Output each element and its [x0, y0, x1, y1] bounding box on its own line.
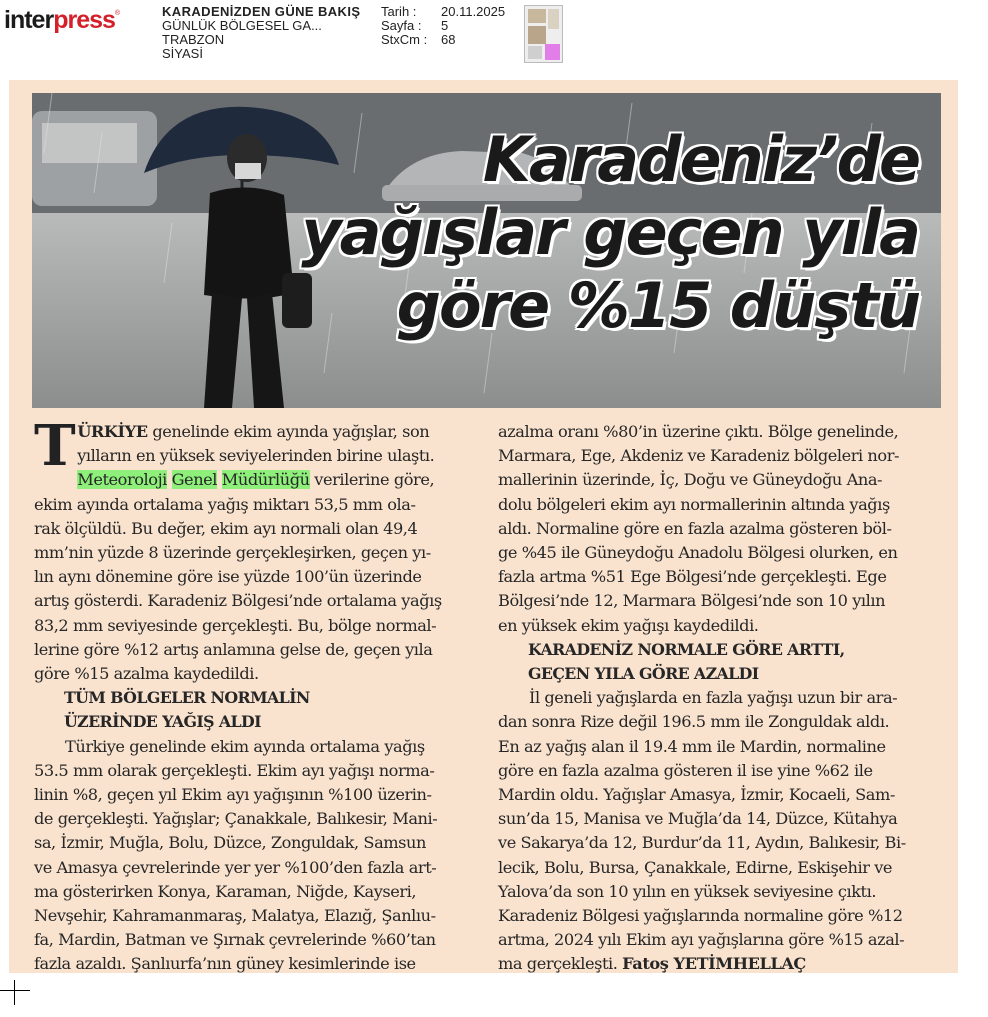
logo-text: inter [4, 6, 54, 34]
headline-line-1: Karadeniz’de [482, 123, 919, 196]
date-row [381, 5, 505, 19]
author-name: Fatoş YETİMHELLAÇ [622, 954, 806, 974]
text-line: yılların en yüksek seviyelerinden birine ulaştı. [77, 446, 435, 466]
text-line: de gerçekleşti. Yağışlar; Çanakkale, Balıkesir, Mani- [34, 809, 438, 829]
subheading: GEÇEN YILA GÖRE AZALDI [528, 664, 759, 684]
text-line: ekim ayında ortalama yağış miktarı 53,5 mm ola- [34, 494, 416, 514]
text-line: fa, Mardin, Batman ve Şırnak çevrelerinde %60’tan [34, 930, 436, 950]
interpress-logo [4, 6, 119, 35]
text-line: 83,2 mm seviyesinde gerçekleşti. Bu, bölge normal- [34, 615, 437, 635]
highlighted-term: Genel [171, 470, 218, 490]
text-line: ÜRKİYE genelinde ekim ayında yağışlar, son [77, 422, 430, 441]
text-line: artma, 2024 yılı Ekim ayı yağışlarına göre %15 azal- [498, 930, 905, 950]
clip-highlight-marker [545, 44, 560, 60]
highlighted-term: Müdürlüğü [221, 470, 310, 490]
text-line: ve Sakarya’da 12, Burdur’da 11, Aydın, Balıkesir, Bi- [498, 833, 906, 853]
text-line: sun’da 15, Manisa ve Muğla’da 14, Düzce, Kütahya [498, 809, 898, 829]
stxcm-row [381, 33, 505, 47]
lead-word: ÜRKİYE [77, 422, 148, 441]
publication-info [162, 5, 380, 61]
text-line: mallerinin üzerinde, İç, Doğu ve Güneydoğu Ana- [498, 470, 883, 490]
logo-accent-text: press [53, 6, 115, 34]
text-line: ma gösterirken Konya, Karaman, Niğde, Kayseri, [34, 881, 417, 901]
page-thumbnail[interactable] [524, 5, 563, 63]
subheading: ÜZERİNDE YAĞIŞ ALDI [64, 712, 261, 732]
text-line: lın aynı dönemine göre ise yüzde 100’ün üzerinde [34, 567, 422, 587]
text-line: dolu bölgeleri ekim ayı normallerinin altında yağış [498, 494, 890, 514]
stxcm-value: 68 [441, 32, 456, 47]
page-label: Sayfa : [381, 18, 422, 33]
text-line: fazla artma %51 Ege Bölgesi’nde gerçekleşti. Ege [498, 567, 887, 587]
page-row [381, 19, 505, 33]
text-line: ge %45 ile Güneydoğu Anadolu Bölgesi olurken, en [498, 543, 898, 563]
article-headline [301, 123, 919, 342]
drop-cap: T [34, 413, 76, 479]
text-line: Meteoroloji Genel Müdürlüğü verilerine göre, [77, 470, 435, 490]
text-line: azalma oranı %80’in üzerine çıktı. Bölge genelinde, [498, 422, 899, 441]
clipping-details [381, 5, 505, 47]
text-line: Yalova’da son 10 yılın en yüksek seviyesine çıktı. [498, 881, 877, 901]
highlighted-term: Meteoroloji [77, 470, 167, 490]
text-line: Nevşehir, Kahramanmaraş, Malatya, Elazığ, Şanlıu- [34, 906, 436, 926]
headline-line-3: göre %15 düştü [396, 269, 919, 342]
text-line: lerine göre %12 artış anlamına gelse de, geçen yıla [34, 639, 433, 659]
date-value: 20.11.2025 [441, 4, 506, 19]
text-line: rak ölçüldü. Bu değer, ekim ayı normali olan 49,4 [34, 518, 418, 538]
subheading: KARADENİZ NORMALE GÖRE ARTTI, [528, 639, 845, 659]
text-line: en yüksek ekim yağışı kaydedildi. [498, 615, 759, 635]
text-line: sa, İzmir, Muğla, Bolu, Düzce, Zonguldak, Samsun [34, 833, 426, 853]
text-line: artış gösterdi. Karadeniz Bölgesi’nde ortalama yağış [34, 591, 442, 611]
rain-umbrella-photo [32, 93, 941, 408]
text-line: linin %8, geçen yıl Ekim ayı yağışının %100 üzerin- [34, 785, 432, 805]
text-line: En az yağış alan il 19.4 mm ile Mardin, normaline [498, 736, 886, 756]
date-label: Tarih : [381, 4, 417, 19]
stxcm-label: StxCm : [381, 32, 428, 47]
text-line: Karadeniz Bölgesi yağışlarında normaline göre %12 [498, 906, 903, 926]
publication-name: KARADENİZDEN GÜNE BAKIŞ [162, 4, 361, 19]
page-value: 5 [441, 18, 449, 33]
text-line: Türkiye genelinde ekim ayında ortalama yağış [65, 736, 425, 756]
article-column-2 [498, 420, 934, 977]
text-line: dan sonra Rize değil 196.5 mm ile Zonguldak aldı. [498, 712, 890, 732]
text-line: Bölgesi’nde 12, Marmara Bölgesi’nde son 10 yılın [498, 591, 886, 611]
publication-category: GÜNLÜK BÖLGESEL GA... [162, 18, 322, 33]
text-line: aldı. Normaline göre en fazla azalma gösteren böl- [498, 518, 892, 538]
publication-section: SİYASİ [162, 46, 203, 61]
headline-line-2: yağışlar geçen yıla [301, 196, 919, 269]
subheading: TÜM BÖLGELER NORMALİN [64, 688, 310, 708]
text-line: Mardin oldu. Yağışlar Amasya, İzmir, Kocaeli, Sam- [498, 785, 895, 805]
crop-mark [0, 980, 30, 1005]
text-line: Marmara, Ege, Akdeniz ve Karadeniz bölgeleri nor- [498, 446, 900, 466]
publication-city: TRABZON [162, 32, 225, 47]
logo-registered-mark: ® [114, 10, 120, 17]
article-column-1 [34, 413, 468, 977]
text-line: lecik, Bolu, Bursa, Çanakkale, Edirne, Eskişehir ve [498, 857, 893, 877]
text-line: ma gerçekleşti. Fatoş YETİMHELLAÇ [498, 954, 806, 974]
text-line: göre en fazla azalma gösteren il ise yine %62 ile [498, 760, 873, 780]
text-line: ve Amasya çevrelerinde yer yer %100’den fazla art- [34, 857, 437, 877]
text-line: mm’nin yüzde 8 üzerinde gerçekleşirken, geçen yı- [34, 543, 431, 563]
text-line: 53.5 mm olarak gerçekleşti. Ekim ayı yağışı norma- [34, 760, 435, 780]
text-line: fazla azaldı. Şanlıurfa’nın güney kesimlerinde ise [34, 954, 416, 974]
text-line: İl geneli yağışlarda en fazla yağışı uzun bir ara- [529, 688, 898, 708]
text-line: göre %15 azalma kaydedildi. [34, 664, 259, 684]
